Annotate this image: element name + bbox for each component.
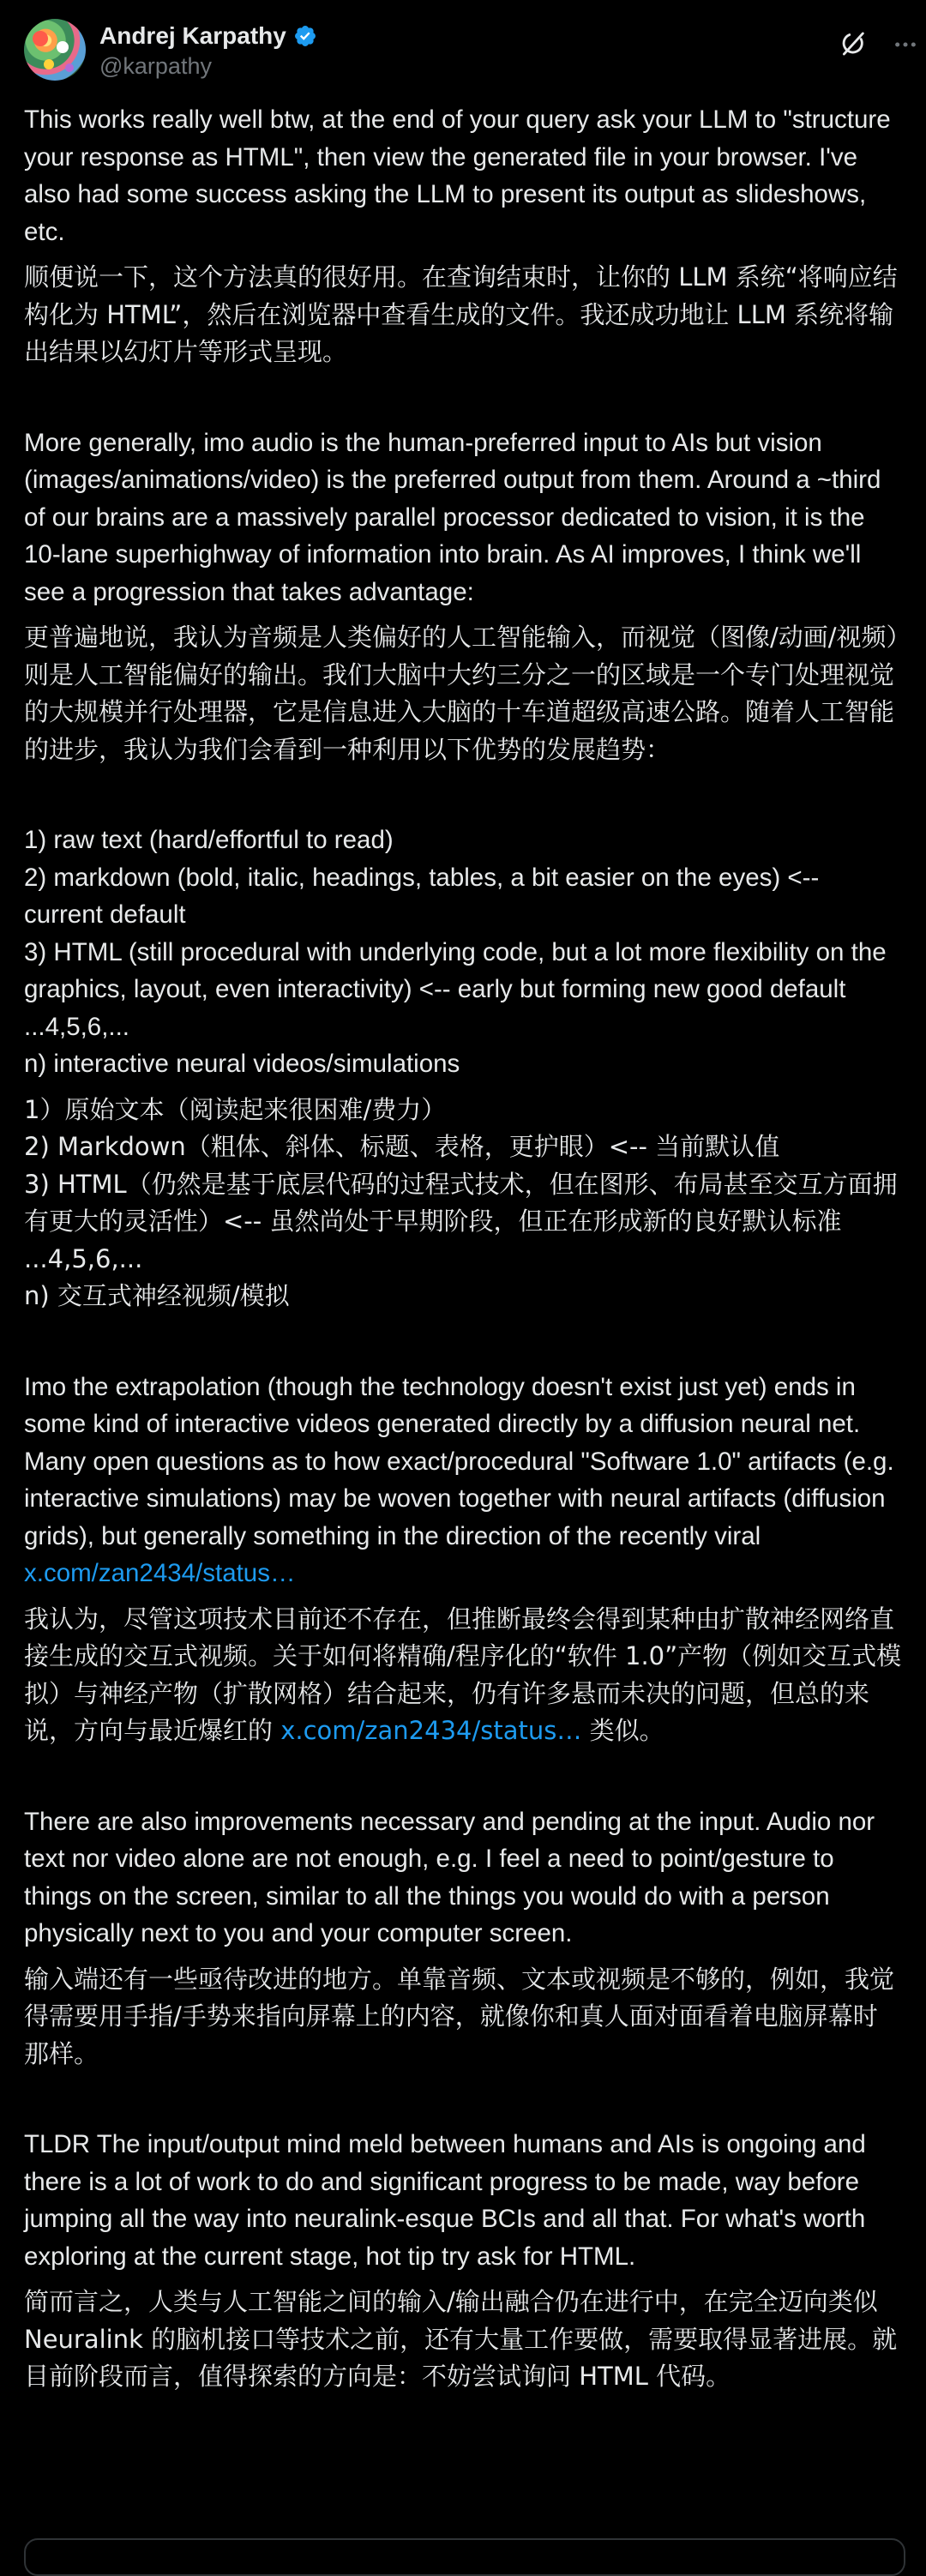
paragraph-4-en [24,1369,902,1592]
paragraph-gap [24,371,902,424]
paragraph-gap [24,768,902,822]
paragraph-gap [24,1315,902,1369]
post-header [24,19,902,84]
paragraph-4-en-text: Imo the extrapolation (though the technology doesn't exist just yet) ends in some kind of interactive videos generated directly by a diffusion neural net. Many open questions as to how exact/procedural "Software 1.0" artifacts (e.g. interactive simulations) may be woven together with neural artifacts (diffusion grids), but generally something in the direction of the recently viral [24,1372,901,1550]
author-name-row [99,21,317,51]
paragraph-1-en: This works really well btw, at the end of your query ask your LLM to "structure your response as HTML", then view the generated file in your browser. I've also had some success asking the LLM to present its output as slideshows, etc. [24,105,898,246]
progression-list-zh: 1）原始文本（阅读起来很困难/费力） 2) Markdown（粗体、斜体、标题、表格，更护眼）<-- 当前默认值 3) HTML（仍然是基于底层代码的过程式技术，但在图形、布局甚至交互方面拥有更大的灵活性）<-- 虽然尚处于早期阶段，但正在形成新的良好默认标准 ...4,5,6,... n) 交互式神经视频/模拟 [24,1094,898,1310]
paragraph-2-zh: 更普遍地说，我认为音频是人类偏好的人工智能输入，而视觉（图像/动画/视频）则是人工智能偏好的输出。我们大脑中大约三分之一的区域是一个专门处理视觉的大规模并行处理器，它是信息进入大脑的十车道超级高速公路。随着人工智能的进步，我认为我们会看到一种利用以下优势的发展趋势： [24,623,899,764]
status-link-zh[interactable]: x.com/zan2434/status… [280,1716,582,1745]
avatar[interactable] [24,19,86,81]
paragraph-2-en: More generally, imo audio is the human-preferred input to AIs but vision (images/animations/video) is the preferred output from them. Around a ~third of our brains are a massively parallel processor dedicated to vision, it is the 10-lane superhighway of information into brain. As AI improves, I think we'll see a progression that takes advantage: [24,428,888,606]
verified-badge-icon [293,24,317,48]
paragraph-gap [24,1750,902,1803]
more-options-icon[interactable] [892,31,919,58]
progression-list-en: 1) raw text (hard/effortful to read) 2) markdown (bold, italic, headings, tables, a bit easier on the eyes) <-- current default 3) HTML (still procedural with underlying code, but a lot more flexibility on the graphics, layout, even interactivity) <-- early but forming new good default ...4,5,6,... n) interactive neural videos/simulations [24,826,887,1078]
paragraph-6-en: TLDR The input/output mind meld between humans and AIs is ongoing and there is a lot of work to do and significant progress to be made, way before jumping all the way into neuralink-esque BCIs and all that. For what's worth exploring at the current stage, hot tip try ask for HTML. [24,2130,873,2271]
paragraph-4-zh-tail: 类似。 [581,1716,664,1745]
paragraph-5-zh: 输入端还有一些亟待改进的地方。单靠音频、文本或视频是不够的，例如，我觉得需要用手指/手势来指向屏幕上的内容，就像你和真人面对面看着电脑屏幕时那样。 [24,1964,895,2068]
paragraph-4-zh-text: 我认为，尽管这项技术目前还不存在，但推断最终会得到某种由扩散神经网络直接生成的交互式视频。关于如何将精确/程序化的“软件 1.0”产物（例如交互式模拟）与神经产物（扩散网格）结合起来，仍有许多悬而未决的问题，但总的来说，方向与最近爆红的 [24,1604,902,1745]
status-link[interactable]: x.com/zan2434/status… [24,1559,296,1587]
paragraph-gap [24,2073,902,2126]
paragraph-1-zh: 顺便说一下，这个方法真的很好用。在查询结束时，让你的 LLM 系统“将响应结构化为 HTML”，然后在浏览器中查看生成的文件。我还成功地让 LLM 系统将输出结果以幻灯片等形式呈现。 [24,262,898,366]
grok-icon[interactable] [839,29,868,58]
quoted-card-edge[interactable] [24,2538,905,2576]
paragraph-5-en: There are also improvements necessary and pending at the input. Audio nor text nor video alone are not enough, e.g. I feel a need to point/gesture to things on the screen, similar to all the things you would do with a person physically next to you and your computer screen. [24,1807,882,1947]
author-handle[interactable]: @karpathy [99,53,212,79]
paragraph-6-zh: 简而言之，人类与人工智能之间的输入/输出融合仍在进行中，在完全迈向类似 Neuralink 的脑机接口等技术之前，还有大量工作要做，需要取得显著进展。就目前阶段而言，值得探索的方向是：不妨尝试询问 HTML 代码。 [24,2287,898,2391]
post-text [24,101,902,2396]
paragraph-4-zh [24,1601,902,1750]
author-display-name[interactable]: Andrej Karpathy [99,22,286,49]
